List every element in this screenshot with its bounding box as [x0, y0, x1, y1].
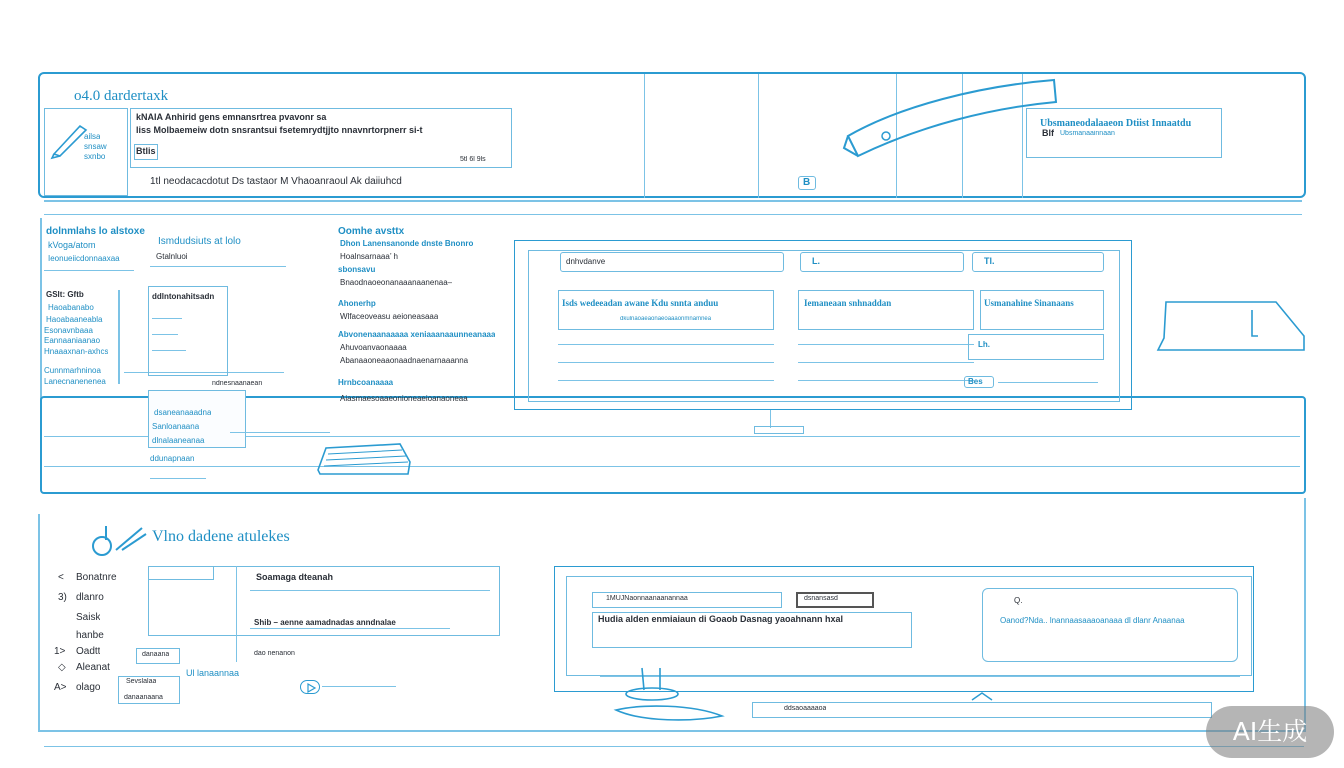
- icon-line-1: ailsa: [84, 132, 101, 141]
- col1-list-2[interactable]: Haoabaaneabla: [46, 315, 103, 324]
- play-icon: [307, 683, 317, 693]
- col3-title: Oomhe avsttx: [338, 226, 405, 237]
- right-badge: Blf: [1042, 128, 1054, 138]
- card-footer: 5tl 6l 9ls: [460, 156, 486, 163]
- app-title: o4.0 dardertaxk: [74, 88, 169, 104]
- nav-item-1[interactable]: dlanro: [76, 592, 104, 603]
- col3-line-7: Ahuvoanvaonaaaa: [340, 343, 407, 352]
- col2-footer: ndnesnaanaean: [212, 380, 263, 387]
- nav-item-4[interactable]: Oadtt: [76, 646, 101, 657]
- col1-sub2: Ieonueiicdonnaaxaa: [48, 254, 120, 263]
- form-row-3: dao nenanon: [254, 650, 295, 657]
- col2-popup-line-1: dsaneanaaadna: [154, 408, 212, 417]
- browser-tab-1-label: dnhvdanve: [566, 257, 606, 266]
- col3-line-2: sbonsavu: [338, 265, 376, 274]
- browser-heading-1: Isds wedeeadan awane Kdu snnta anduu: [562, 298, 719, 308]
- icon-line-3: sxnbo: [84, 152, 106, 161]
- browser-card-2[interactable]: [798, 290, 974, 330]
- form-small-2: Ul lanaannaa: [186, 668, 240, 678]
- nav-marker-0: <: [58, 572, 64, 583]
- browser-heading-3: Usmanahine Sinanaans: [984, 298, 1074, 308]
- nav-marker-4: 1>: [54, 646, 66, 657]
- nav-item-6[interactable]: olago: [76, 682, 101, 693]
- ai-watermark: AI生成: [1206, 706, 1334, 758]
- col3-line-0: Dhon Lanensanonde dnste Bnonro: [340, 239, 474, 248]
- card-line-2: liss Molbaemeiw dotn snsrantsui fsetemrydtjjto nnavnrtorpnerr si-t: [136, 125, 423, 135]
- col3-line-3: Bnaodnaoeonanaaanaanenaa–: [340, 278, 453, 287]
- col1-list-7[interactable]: Lanecnanenenea: [44, 377, 106, 386]
- logo-icon: [90, 520, 150, 560]
- browser-heading-2: Iemaneaan snhnaddan: [804, 298, 892, 308]
- form-label: Soamaga dteanah: [256, 572, 334, 582]
- col1-sub1: kVoga/atom: [48, 240, 96, 250]
- col3-line-10: Aiasmaesoaaeonioneaeioanaoneaa: [340, 394, 468, 403]
- preview-q: Q.: [1014, 596, 1023, 605]
- right-label-1: Ubsmaneodalaaeon Dtiist Innaatdu: [1040, 118, 1192, 129]
- device-icon: [1156, 296, 1308, 356]
- status-line: 1tl neodacacdotut Ds tastaor M Vhaoanraoul Ak daiiuhcd: [150, 176, 402, 187]
- form-small-1: danaana: [142, 651, 170, 658]
- col2-box-title: ddlntonahitsadn: [152, 292, 215, 301]
- right-label-2: Ubsmanaainnaan: [1060, 130, 1115, 137]
- nav-item-5[interactable]: Aleanat: [76, 662, 110, 673]
- pen-badge-label: B: [803, 177, 811, 188]
- col3-line-5: Wlfaceoveasu aeioneasaaa: [340, 312, 439, 321]
- preview-line: Hudia alden enmiaiaun di Goaob Dasnag yaoahnann hxal: [598, 614, 844, 624]
- nav-marker-6: A>: [54, 682, 67, 693]
- col3-line-4: Ahonerhp: [338, 299, 376, 308]
- col1-list-6[interactable]: Cunnmarhninoa: [44, 366, 101, 375]
- col2-bottom: ddunapnaan: [150, 454, 195, 463]
- col1-list-3[interactable]: Esonavnbaaa: [44, 326, 93, 335]
- form-small-4: danaanaana: [124, 694, 163, 701]
- col2-popup-line-2: Sanloanaana: [152, 422, 200, 431]
- tray-icon: [314, 440, 418, 480]
- preview-tab-2-label: dsnansasd: [804, 595, 838, 602]
- col1-list-4[interactable]: Eannaaniaanao: [44, 336, 101, 345]
- nav-item-3[interactable]: hanbe: [76, 630, 104, 641]
- col1-list-1[interactable]: Haoabanabo: [48, 303, 94, 312]
- form-small-3: Sevslalaa: [126, 678, 157, 685]
- browser-field-label: Lh.: [978, 340, 990, 349]
- browser-card-3[interactable]: [980, 290, 1104, 330]
- col1-list-0[interactable]: GSlt: Gftb: [46, 290, 84, 299]
- bottom-title: Vlno dadene atulekes: [152, 528, 290, 545]
- browser-badge-2: Tl.: [984, 256, 995, 266]
- preview-tab-1-label: 1MÚJNaonnaanaanannaa: [606, 595, 688, 602]
- browser-badge-1: L.: [812, 256, 820, 266]
- form-tab[interactable]: [148, 566, 214, 580]
- nav-item-0[interactable]: Bonatnre: [76, 572, 117, 583]
- nav-marker-5: ◇: [58, 662, 66, 673]
- form-row-2: Shib – aenne aamadnadas anndnalae: [254, 618, 396, 627]
- nav-marker-1: 3): [58, 592, 67, 603]
- preview-footer: ddsaoaaaaoa: [784, 705, 827, 712]
- card-line-1: kNAIA Anhirid gens emnansrtrea pvavonr sa: [136, 112, 327, 122]
- browser-stand: [754, 426, 804, 434]
- right-info-card[interactable]: [1026, 108, 1222, 158]
- col1-list-5[interactable]: Hnaaaxnan-axhcs: [44, 347, 109, 356]
- browser-card-1[interactable]: [558, 290, 774, 330]
- col1-title: dolnmlahs lo alstoxe: [46, 226, 145, 237]
- preview-right: Oanod?Nda.. lnannaasaaaoanaaa dl dlanr Anaanaa: [1000, 616, 1185, 625]
- col3-line-6: Abvonenaanaaaaa xeniaaanaaunneanaaa: [338, 330, 496, 339]
- col3-line-1: Hoalnsarnaaa’ h: [340, 252, 398, 261]
- col3-line-9: Hrnbcoanaaaa: [338, 378, 394, 387]
- col2-sub: Gtalnluoi: [156, 252, 188, 261]
- icon-line-2: snsaw: [84, 142, 107, 151]
- card-badge-label: Btlis: [136, 146, 156, 156]
- col2-popup-line-3: dlnalaaneanaa: [152, 436, 205, 445]
- browser-tab-2[interactable]: [800, 252, 964, 272]
- chevron-up-icon[interactable]: [970, 692, 994, 702]
- nav-item-2[interactable]: Saisk: [76, 612, 101, 623]
- browser-button-label: Bes: [968, 377, 983, 386]
- browser-sub: dkulnaoaeaonaeoaaaonmnamnea: [620, 316, 712, 322]
- col3-line-8: Abanaaoneaaonaadnaenarnaaanna: [340, 356, 469, 365]
- stand-icon: [612, 660, 732, 724]
- col2-title: Ismdudsiuts at lolo: [158, 236, 241, 247]
